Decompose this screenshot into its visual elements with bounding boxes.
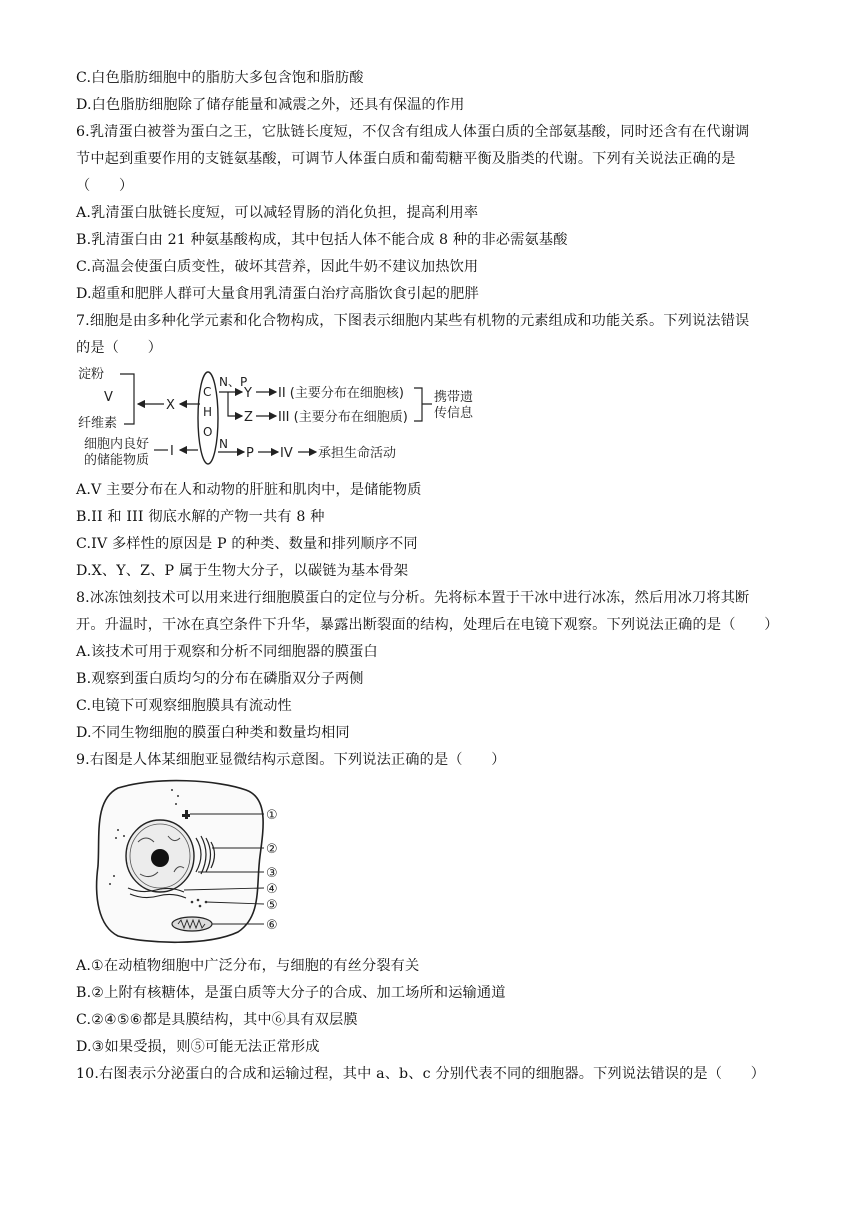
label-n: N <box>219 437 228 451</box>
q5-option-d: D.白色脂肪细胞除了储存能量和减震之外，还具有保温的作用 <box>76 97 465 113</box>
q6-option-b: B.乳清蛋白由 21 种氨基酸构成，其中包括人体不能合成 8 种的非必需氨基酸 <box>76 232 568 248</box>
q8-option-d: D.不同生物细胞的膜蛋白种类和数量均相同 <box>76 725 350 741</box>
q7-stem-line-2: 的是（ ） <box>76 340 163 356</box>
q9-option-b: B.②上附有核糖体，是蛋白质等大分子的合成、加工场所和运输通道 <box>76 985 506 1001</box>
label-iv: IV <box>280 446 293 461</box>
q6-stem-line-1: 6.乳清蛋白被誉为蛋白之王，它肽链长度短，不仅含有组成人体蛋白质的全部氨基酸，同时还含有在代谢调 <box>76 124 750 140</box>
label-x: X <box>166 398 175 413</box>
arrow-to-z <box>228 392 242 416</box>
element-c: C <box>203 385 212 399</box>
label-starch: 淀粉 <box>78 367 105 382</box>
label-1: ① <box>266 808 278 823</box>
label-3: ③ <box>266 866 278 881</box>
label-4: ④ <box>266 882 278 897</box>
q8-option-b: B.观察到蛋白质均匀的分布在磷脂双分子两侧 <box>76 671 364 687</box>
label-np: N、P <box>219 375 248 389</box>
label-5: ⑤ <box>266 898 278 913</box>
label-ii: II (主要分布在细胞核) <box>278 386 404 401</box>
bracket-polysaccharide <box>120 374 134 424</box>
q8-option-a: A.该技术可用于观察和分析不同细胞器的膜蛋白 <box>76 644 378 660</box>
organic-compound-diagram <box>76 364 496 474</box>
q7-option-b: B.II 和 III 彻底水解的产物一共有 8 种 <box>76 509 325 525</box>
label-carry-2: 传信息 <box>434 406 474 421</box>
label-y: Y <box>244 386 252 401</box>
q8-stem-line-1: 8.冰冻蚀刻技术可以用来进行细胞膜蛋白的定位与分析。先将标本置于干冰中进行冰冻，然后用冰刀将其断 <box>76 590 750 606</box>
q6-stem-line-3: （ ） <box>76 178 134 194</box>
cell-ultrastructure-diagram <box>88 776 298 948</box>
nucleolus <box>151 849 169 867</box>
label-2: ② <box>266 842 278 857</box>
q7-option-a: A.V 主要分布在人和动物的肝脏和肌肉中，是储能物质 <box>76 482 422 498</box>
q8-option-c: C.电镜下可观察细胞膜具有流动性 <box>76 698 292 714</box>
label-iii: III (主要分布在细胞质) <box>278 410 408 425</box>
q6-option-c: C.高温会使蛋白质变性，破坏其营养，因此牛奶不建议加热饮用 <box>76 259 479 275</box>
label-z: Z <box>244 410 253 425</box>
label-function: 承担生命活动 <box>318 446 397 461</box>
q9-option-a: A.①在动植物细胞中广泛分布，与细胞的有丝分裂有关 <box>76 958 420 974</box>
q7-option-c: C.IV 多样性的原因是 P 的种类、数量和排列顺序不同 <box>76 536 418 552</box>
label-p: P <box>246 446 254 461</box>
label-storage-1: 细胞内良好 <box>84 437 150 452</box>
mitochondrion <box>172 917 212 931</box>
label-i: I <box>170 444 174 459</box>
q10-stem: 10.右图表示分泌蛋白的合成和运输过程，其中 a、b、c 分别代表不同的细胞器。下列说法错误的是（ ） <box>76 1066 766 1082</box>
q6-stem-line-2: 节中起到重要作用的支链氨基酸，可调节人体蛋白质和葡萄糖平衡及脂类的代谢。下列有关说法正确的是 <box>76 151 736 167</box>
element-o: O <box>203 425 213 439</box>
label-carry-1: 携带遗 <box>434 390 474 405</box>
q7-stem-line-1: 7.细胞是由多种化学元素和化合物构成，下图表示细胞内某些有机物的元素组成和功能关系。下列说法错误 <box>76 313 750 329</box>
label-v: V <box>104 390 113 405</box>
q6-option-a: A.乳清蛋白肽链长度短，可以减轻胃肠的消化负担，提高利用率 <box>76 205 479 221</box>
q9-option-c: C.②④⑤⑥都是具膜结构，其中⑥具有双层膜 <box>76 1012 358 1028</box>
q7-option-d: D.X、Y、Z、P 属于生物大分子，以碳链为基本骨架 <box>76 563 409 579</box>
q9-stem: 9.右图是人体某细胞亚显微结构示意图。下列说法正确的是（ ） <box>76 752 506 768</box>
label-6: ⑥ <box>266 918 278 933</box>
element-h: H <box>203 405 213 419</box>
q8-stem-line-2: 开。升温时，干冰在真空条件下升华，暴露出断裂面的结构，处理后在电镜下观察。下列说法正确的是（ ） <box>76 617 779 633</box>
q9-option-d: D.③如果受损，则⑤可能无法正常形成 <box>76 1039 320 1055</box>
label-storage-2: 的储能物质 <box>84 453 150 468</box>
q5-option-c: C.白色脂肪细胞中的脂肪大多包含饱和脂肪酸 <box>76 70 364 86</box>
q6-option-d: D.超重和肥胖人群可大量食用乳清蛋白治疗高脂饮食引起的肥胖 <box>76 286 479 302</box>
bracket-nucleic-acid <box>414 388 432 421</box>
label-cellulose: 纤维素 <box>78 416 118 431</box>
